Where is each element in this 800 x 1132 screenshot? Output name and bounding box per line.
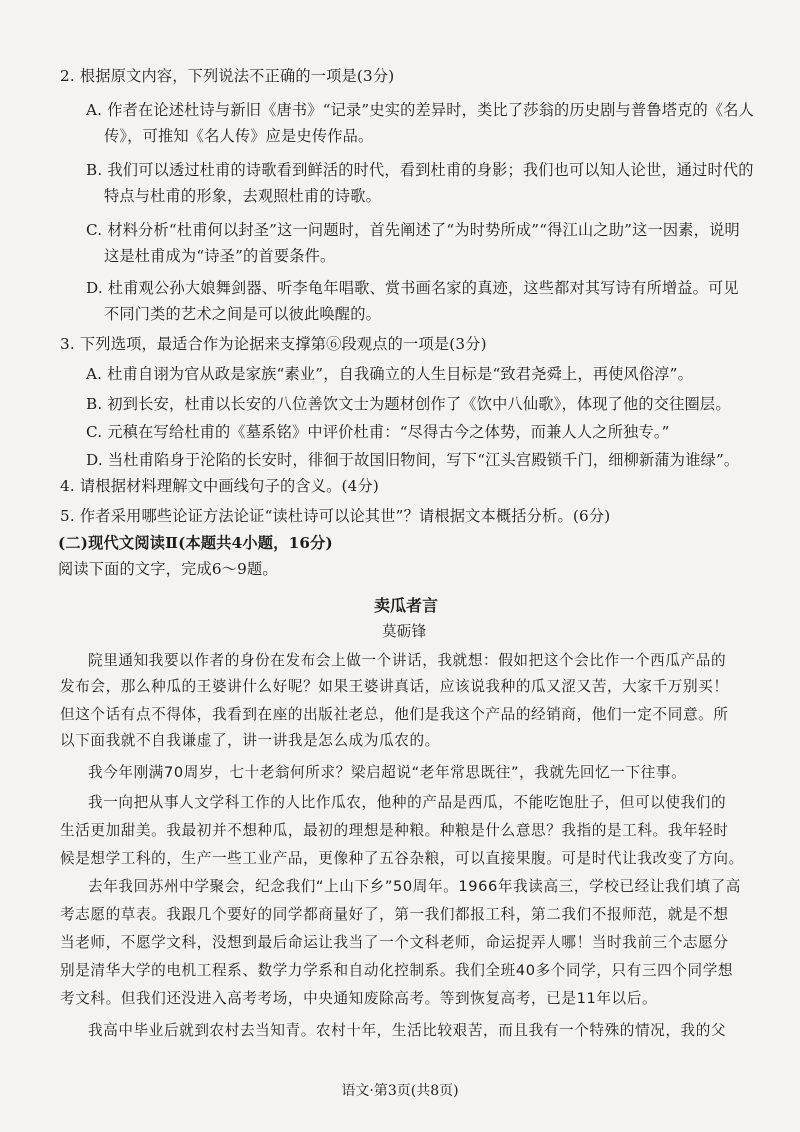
question-5: 5. 作者采用哪些论证方法论证“读杜诗可以论其世”？请根据文本概括分析。(6分) [60, 507, 611, 525]
story-line: 考文科。但我们还没进入高考考场，中央通知废除高考。等到恢复高考，已是11年以后。 [60, 990, 658, 1007]
q3-option-d: D. 当杜甫陷身于沦陷的长安时，徘徊于故国旧物间，写下“江头宫殿锁千门，细柳新蒲为谁绿”。 [86, 451, 740, 469]
q2-option-a-line2: 传》，可推知《名人传》应是史传作品。 [104, 127, 374, 145]
q2-option-c-line2: 这是杜甫成为“诗圣”的首要条件。 [104, 247, 336, 265]
story-line: 当老师，不愿学文科，没想到最后命运让我当了一个文科老师，命运捉弄人哪！当时我前三个志愿分 [60, 934, 729, 951]
page-footer: 语文·第3页(共8页) [341, 1083, 459, 1099]
story-line: 我高中毕业后就到农村去当知青。农村十年，生活比较艰苦，而且我有一个特殊的情况，我的父 [88, 1022, 727, 1039]
q2-option-b-line2: 特点与杜甫的形象，去观照杜甫的诗歌。 [104, 187, 381, 205]
story-line: 候是想学工科的，生产一些工业产品，更像种了五谷杂粮，可以直接果腹。可是时代让我改变了方向。 [60, 850, 744, 867]
story-title: 卖瓜者言 [374, 596, 439, 615]
story-line: 去年我回苏州中学聚会，纪念我们“上山下乡”50周年。1966年我读高三，学校已经让我们填了高 [88, 878, 741, 895]
story-line: 发布会，那么种瓜的王婆讲什么好呢？如果王婆讲真话，应该说我种的瓜又涩又苦，大家千万别买！ [60, 678, 729, 695]
story-line: 但这个话有点不得体，我看到在座的出版社老总，他们是我这个产品的经销商，他们一定不同意。所 [60, 706, 729, 723]
story-line: 考志愿的草表。我跟几个要好的同学都商量好了，第一我们都报工科，第二我们不报师范，就是不想 [60, 906, 729, 923]
q2-stem: 2. 根据原文内容，下列说法不正确的一项是(3分) [60, 67, 395, 85]
q2-option-d-line1: D. 杜甫观公孙大娘舞剑器、听李龟年唱歌、赏书画名家的真迹，这些都对其写诗有所增益。可见 [86, 279, 739, 297]
q3-option-b: B. 初到长安，杜甫以长安的八位善饮文士为题材创作了《饮中八仙歌》，体现了他的交往圈层。 [86, 395, 731, 413]
q2-option-d-line2: 不同门类的艺术之间是可以彼此唤醒的。 [104, 305, 381, 323]
story-line: 以下面我就不自我谦虚了，讲一讲我是怎么成为瓜农的。 [60, 732, 440, 749]
q3-option-c: C. 元稹在写给杜甫的《墓系铭》中评价杜甫：“尽得古今之体势，而兼人人之所独专。” [86, 423, 670, 441]
section-heading: (二)现代文阅读Ⅱ(本题共4小题，16分) [58, 534, 333, 552]
reading-instruction: 阅读下面的文字，完成6～9题。 [58, 560, 278, 578]
story-line: 生活更加甜美。我最初并不想种瓜，最初的理想是种粮。种粮是什么意思？我指的是工科。我年轻时 [60, 822, 729, 839]
story-line: 我今年刚满70周岁，七十老翁何所求？梁启超说“老年常思既往”，我就先回忆一下往事。 [88, 764, 687, 781]
q3-option-a: A. 杜甫自诩为官从政是家族“素业”，自我确立的人生目标是“致君尧舜上，再使风俗淳”。 [86, 365, 694, 383]
question-4: 4. 请根据材料理解文中画线句子的含义。(4分) [60, 477, 380, 495]
story-line: 我一向把从事人文学科工作的人比作瓜农，他种的产品是西瓜，不能吃饱肚子，但可以使我们的 [88, 794, 727, 811]
story-author: 莫砺锋 [382, 623, 427, 640]
q2-option-b-line1: B. 我们可以透过杜甫的诗歌看到鲜活的时代，看到杜甫的身影；我们也可以知人论世，通过时代的 [86, 161, 754, 179]
q3-stem: 3. 下列选项，最适合作为论据来支撑第⑥段观点的一项是(3分) [60, 335, 487, 353]
story-line: 别是清华大学的电机工程系、数学力学系和自动化控制系。我们全班40多个同学，只有三四个同学想 [60, 962, 734, 979]
q2-option-a-line1: A. 作者在论述杜诗与新旧《唐书》“记录”史实的差异时，类比了莎翁的历史剧与普鲁塔克的《名人 [86, 101, 755, 119]
story-line: 院里通知我要以作者的身份在发布会上做一个讲话，我就想：假如把这个会比作一个西瓜产品的 [88, 652, 727, 669]
q2-option-c-line1: C. 材料分析“杜甫何以封圣”这一问题时，首先阐述了“为时势所成”“得江山之助”这一因素，说明 [86, 221, 740, 239]
